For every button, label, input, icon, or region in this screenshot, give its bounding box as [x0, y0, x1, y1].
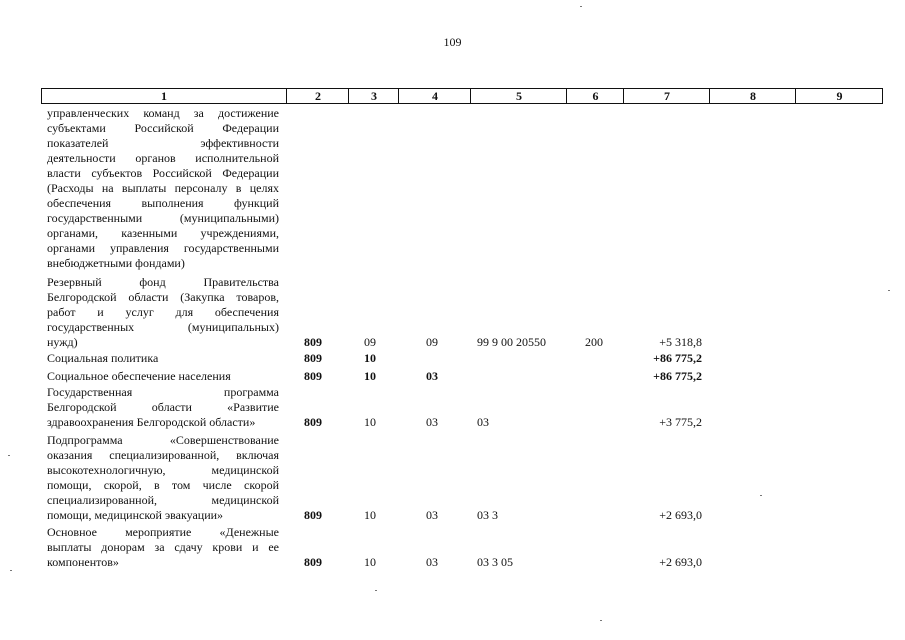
scan-speck: [8, 455, 10, 456]
header-col-7: 7: [623, 89, 710, 103]
row-description: Резервный фонд Правительства Белгородской области (Закупка товаров, работ и услуг для обеспечения государственных (муниципальных) нужд): [47, 275, 279, 349]
header-col-6: 6: [566, 89, 624, 103]
code-subsection: 03: [426, 369, 438, 383]
header-col-8: 8: [709, 89, 796, 103]
code-target: 03: [477, 415, 489, 429]
scan-speck: [600, 620, 602, 621]
code-section: 10: [364, 508, 376, 522]
code-section: 10: [364, 369, 376, 383]
row-description: Государственная программа Белгородской области «Развитие здравоохранения Белгородской области»: [47, 385, 279, 429]
amount: +2 693,0: [659, 555, 702, 569]
code-target: 99 9 00 20550: [477, 335, 546, 349]
code-admin: 809: [304, 369, 322, 383]
header-col-4: 4: [398, 89, 471, 103]
code-section: 10: [364, 415, 376, 429]
header-col-1: 1: [161, 89, 167, 103]
amount: +86 775,2: [653, 351, 702, 365]
code-subsection: 03: [426, 555, 438, 569]
row-description: Подпрограмма «Совершенствование оказания специализированной, включая высокотехнологичную, медицинской помощи, скорой, в том числе скорой специализированной, медицинской помощи, медицинской эвакуации»: [47, 433, 279, 522]
amount: +3 775,2: [659, 415, 702, 429]
row-description: Социальная политика: [47, 351, 159, 365]
code-section: 09: [364, 335, 376, 349]
amount: +2 693,0: [659, 508, 702, 522]
code-subsection: 03: [426, 415, 438, 429]
code-target: 03 3: [477, 508, 498, 522]
code-admin: 809: [304, 335, 322, 349]
code-target: 03 3 05: [477, 555, 513, 569]
code-expense-type: 200: [585, 335, 603, 349]
amount: +5 318,8: [659, 335, 702, 349]
header-col-2: 2: [286, 89, 349, 103]
row-description: Социальное обеспечение населения: [47, 369, 231, 383]
code-admin: 809: [304, 555, 322, 569]
header-col-3: 3: [348, 89, 399, 103]
code-subsection: 09: [426, 335, 438, 349]
row-description: Основное мероприятие «Денежные выплаты донорам за сдачу крови и ее компонентов»: [47, 525, 279, 569]
code-admin: 809: [304, 351, 322, 365]
scan-speck: [888, 290, 890, 291]
code-section: 10: [364, 351, 376, 365]
page-number: 109: [443, 35, 462, 49]
scan-speck: [375, 590, 377, 591]
amount: +86 775,2: [653, 369, 702, 383]
scan-speck: [580, 6, 582, 7]
code-section: 10: [364, 555, 376, 569]
row-description: управленческих команд за достижение субъектами Российской Федерации показателей эффективности деятельности органов исполнительной власти субъектов Российской Федерации (Расходы на выплаты персоналу в целях обеспечения выполнения функций государственными (муниципальными) органами, казенными учреждениями, органами управления государственными внебюджетными фондами): [47, 106, 279, 270]
scan-speck: [10, 570, 12, 571]
header-col-9: 9: [795, 89, 883, 103]
code-subsection: 03: [426, 508, 438, 522]
code-admin: 809: [304, 508, 322, 522]
table-header: [41, 88, 883, 104]
scan-speck: [760, 495, 762, 496]
code-admin: 809: [304, 415, 322, 429]
header-col-5: 5: [470, 89, 567, 103]
